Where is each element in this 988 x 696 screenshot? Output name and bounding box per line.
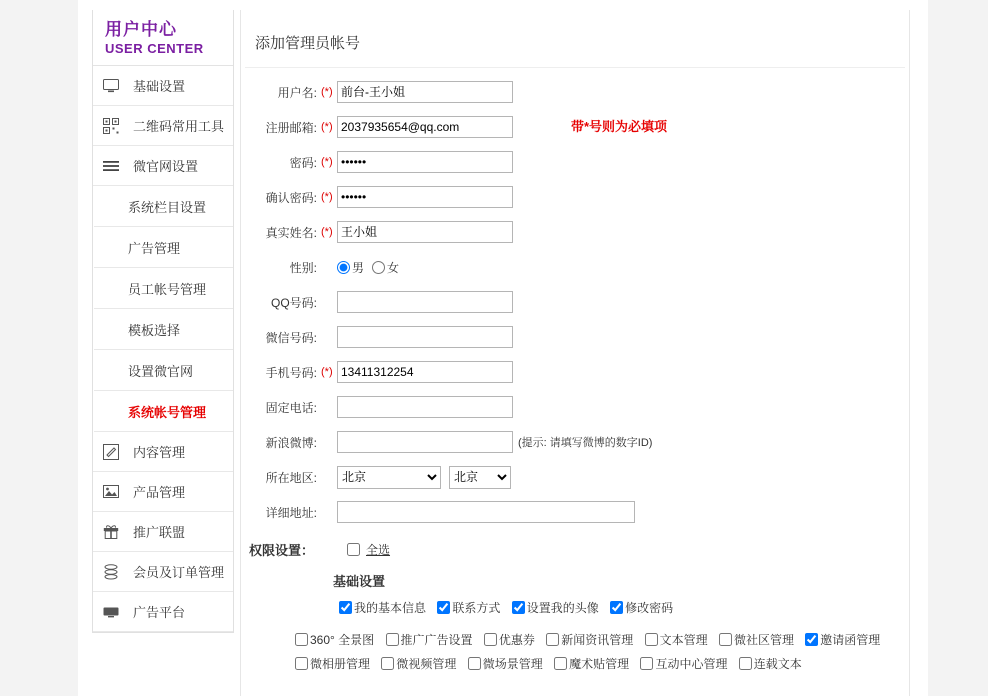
email-input[interactable] xyxy=(337,116,513,138)
sidebar-item-microsite-settings[interactable] xyxy=(93,146,233,186)
password-label: 密码: xyxy=(289,155,317,170)
permission-group-title-basic: 基础设置 xyxy=(333,574,386,589)
weibo-hint: (提示: 请填写微博的数字ID) xyxy=(518,437,653,449)
required-marker: (*) xyxy=(321,191,333,203)
form-row-weibo xyxy=(241,430,909,454)
confirm-password-input[interactable] xyxy=(337,186,513,208)
sidebar-item-qrcode-tools[interactable] xyxy=(93,106,233,146)
sidebar-item-label: 推广联盟 xyxy=(133,525,186,540)
sidebar-item-label: 基础设置 xyxy=(133,79,186,94)
permission-item xyxy=(639,633,708,647)
region-label: 所在地区: xyxy=(265,470,317,485)
wechat-label: 微信号码: xyxy=(265,330,317,345)
permissions-label: 权限设置： xyxy=(249,543,315,558)
permission-checkbox-serial-text[interactable] xyxy=(739,657,752,670)
select-all-label[interactable]: 全选 xyxy=(366,543,391,557)
telephone-label: 固定电话: xyxy=(265,400,317,415)
permission-checkbox-coupon[interactable] xyxy=(484,633,497,646)
edit-icon xyxy=(103,443,127,461)
username-label: 用户名: xyxy=(277,85,317,100)
add-admin-form xyxy=(241,68,909,676)
required-marker: (*) xyxy=(321,366,333,378)
permission-group-modules-items xyxy=(241,618,909,676)
permission-label: 微社区管理 xyxy=(733,633,794,647)
permission-checkbox-contact[interactable] xyxy=(437,601,450,614)
mobile-input[interactable] xyxy=(337,361,513,383)
sidebar-subitem-staff-accounts[interactable]: 员工帐号管理 xyxy=(94,268,233,309)
permission-checkbox-ad-settings[interactable] xyxy=(386,633,399,646)
permission-item xyxy=(289,657,370,671)
form-row-password xyxy=(241,150,909,174)
realname-input[interactable] xyxy=(337,221,513,243)
form-row-address xyxy=(241,500,909,524)
permission-checkbox-community[interactable] xyxy=(719,633,732,646)
sidebar-item-label: 广告平台 xyxy=(133,605,186,620)
sidebar-item-label: 内容管理 xyxy=(133,445,186,460)
ad-icon xyxy=(103,603,127,621)
permission-checkbox-my-basic-info[interactable] xyxy=(339,601,352,614)
select-all-checkbox[interactable] xyxy=(347,543,360,556)
permission-item xyxy=(733,657,802,671)
permission-label: 魔术贴管理 xyxy=(569,657,630,671)
wechat-input[interactable] xyxy=(337,326,513,348)
permission-label: 360° 全景图 xyxy=(310,633,375,647)
gift-icon xyxy=(103,523,127,541)
permission-item xyxy=(333,601,426,615)
required-marker: (*) xyxy=(321,121,333,133)
permission-item xyxy=(799,633,880,647)
username-input[interactable] xyxy=(337,81,513,103)
permission-checkbox-magic-sticker[interactable] xyxy=(554,657,567,670)
permission-item xyxy=(548,657,629,671)
required-note: 带*号则为必填项 xyxy=(571,119,668,134)
permission-label: 推广广告设置 xyxy=(400,633,473,647)
permission-checkbox-invitation[interactable] xyxy=(805,633,818,646)
form-row-region xyxy=(241,465,909,489)
permission-item xyxy=(540,633,633,647)
sidebar-item-promotion-alliance[interactable] xyxy=(93,512,233,552)
address-label: 详细地址: xyxy=(265,505,317,520)
email-label: 注册邮箱: xyxy=(265,120,317,135)
permission-checkbox-news[interactable] xyxy=(546,633,559,646)
city-select[interactable] xyxy=(449,466,511,489)
permission-label: 我的基本信息 xyxy=(354,601,427,615)
permission-item xyxy=(375,657,456,671)
qq-label: QQ号码: xyxy=(270,295,317,310)
permission-label: 优惠券 xyxy=(498,633,535,647)
sidebar-subitem-system-accounts[interactable]: 系统帐号管理 xyxy=(94,391,233,432)
form-row-telephone xyxy=(241,395,909,419)
sidebar xyxy=(92,10,234,633)
realname-label: 真实姓名: xyxy=(265,225,317,240)
sidebar-title-cn: 用户中心 xyxy=(105,20,177,39)
form-row-username xyxy=(241,80,909,104)
gender-radio-group xyxy=(337,259,401,276)
province-select[interactable] xyxy=(337,466,441,489)
sidebar-subitem-ad-management[interactable]: 广告管理 xyxy=(94,227,233,268)
weibo-label: 新浪微博: xyxy=(265,435,317,450)
permission-item xyxy=(604,601,673,615)
sidebar-item-product-management[interactable] xyxy=(93,472,233,512)
page-title: 添加管理员帐号 xyxy=(245,10,905,68)
menu-icon xyxy=(103,157,127,175)
sidebar-item-content-management[interactable] xyxy=(93,432,233,472)
sidebar-item-label: 会员及订单管理 xyxy=(133,565,225,580)
permissions-header xyxy=(241,540,909,559)
permission-item xyxy=(462,657,543,671)
permission-checkbox-interaction-center[interactable] xyxy=(640,657,653,670)
permission-label: 新闻资讯管理 xyxy=(561,633,634,647)
main-panel xyxy=(240,10,910,696)
permission-label: 微场景管理 xyxy=(482,657,543,671)
gender-radio-female[interactable] xyxy=(372,261,385,274)
permission-item xyxy=(713,633,794,647)
required-marker: (*) xyxy=(321,86,333,98)
sidebar-item-basic-settings[interactable] xyxy=(93,66,233,106)
permission-checkbox-change-password[interactable] xyxy=(610,601,623,614)
qq-input[interactable] xyxy=(337,291,513,313)
gender-label: 性别: xyxy=(289,260,317,275)
form-row-realname xyxy=(241,220,909,244)
permission-item xyxy=(380,633,473,647)
form-row-gender xyxy=(241,255,909,279)
sidebar-header xyxy=(93,10,233,66)
gender-label-male[interactable]: 男 xyxy=(352,260,365,275)
permission-label: 微相册管理 xyxy=(310,657,371,671)
permission-item xyxy=(634,657,727,671)
confirm-password-label: 确认密码: xyxy=(265,190,317,205)
mobile-label: 手机号码: xyxy=(265,365,317,380)
weibo-input[interactable] xyxy=(337,431,513,453)
sidebar-item-label: 产品管理 xyxy=(133,485,186,500)
permission-label: 修改密码 xyxy=(625,601,674,615)
permission-checkbox-scene[interactable] xyxy=(468,657,481,670)
qrcode-icon xyxy=(103,117,127,135)
gender-radio-male[interactable] xyxy=(337,261,350,274)
permission-label: 微视频管理 xyxy=(396,657,457,671)
form-row-mobile xyxy=(241,360,909,384)
permission-checkbox-video[interactable] xyxy=(381,657,394,670)
sidebar-subitem-template-select[interactable]: 模板选择 xyxy=(94,309,233,350)
permission-item xyxy=(506,601,599,615)
permission-checkbox-avatar[interactable] xyxy=(512,601,525,614)
address-input[interactable] xyxy=(337,501,635,523)
permission-label: 邀请函管理 xyxy=(820,633,881,647)
permission-label: 互动中心管理 xyxy=(655,657,728,671)
telephone-input[interactable] xyxy=(337,396,513,418)
permission-group-basic-items xyxy=(241,598,909,618)
database-icon xyxy=(103,563,127,581)
password-input[interactable] xyxy=(337,151,513,173)
form-row-qq xyxy=(241,290,909,314)
sidebar-item-ad-platform[interactable] xyxy=(93,592,233,632)
permission-item xyxy=(289,633,374,647)
permission-checkbox-album[interactable] xyxy=(295,657,308,670)
sidebar-subitem-system-columns[interactable]: 系统栏目设置 xyxy=(94,186,233,227)
sidebar-item-label: 二维码常用工具 xyxy=(133,119,225,134)
permission-label: 文本管理 xyxy=(659,633,708,647)
permission-label: 设置我的头像 xyxy=(526,601,599,615)
permission-checkbox-text[interactable] xyxy=(645,633,658,646)
sidebar-title-en: USER CENTER xyxy=(105,41,204,56)
sidebar-subitem-setup-microsite[interactable]: 设置微官网 xyxy=(94,350,233,391)
form-row-confirm-password xyxy=(241,185,909,209)
sidebar-submenu xyxy=(93,186,233,432)
form-row-wechat xyxy=(241,325,909,349)
sidebar-item-member-order-management[interactable] xyxy=(93,552,233,592)
gender-label-female[interactable]: 女 xyxy=(387,260,400,275)
permission-item xyxy=(431,601,500,615)
sidebar-item-label: 微官网设置 xyxy=(133,159,199,174)
monitor-icon xyxy=(103,77,127,95)
required-marker: (*) xyxy=(321,156,333,168)
permission-item xyxy=(478,633,535,647)
permission-checkbox-panorama[interactable] xyxy=(295,633,308,646)
permission-label: 连载文本 xyxy=(753,657,802,671)
permission-label: 联系方式 xyxy=(452,601,501,615)
required-marker: (*) xyxy=(321,226,333,238)
image-icon xyxy=(103,483,127,501)
